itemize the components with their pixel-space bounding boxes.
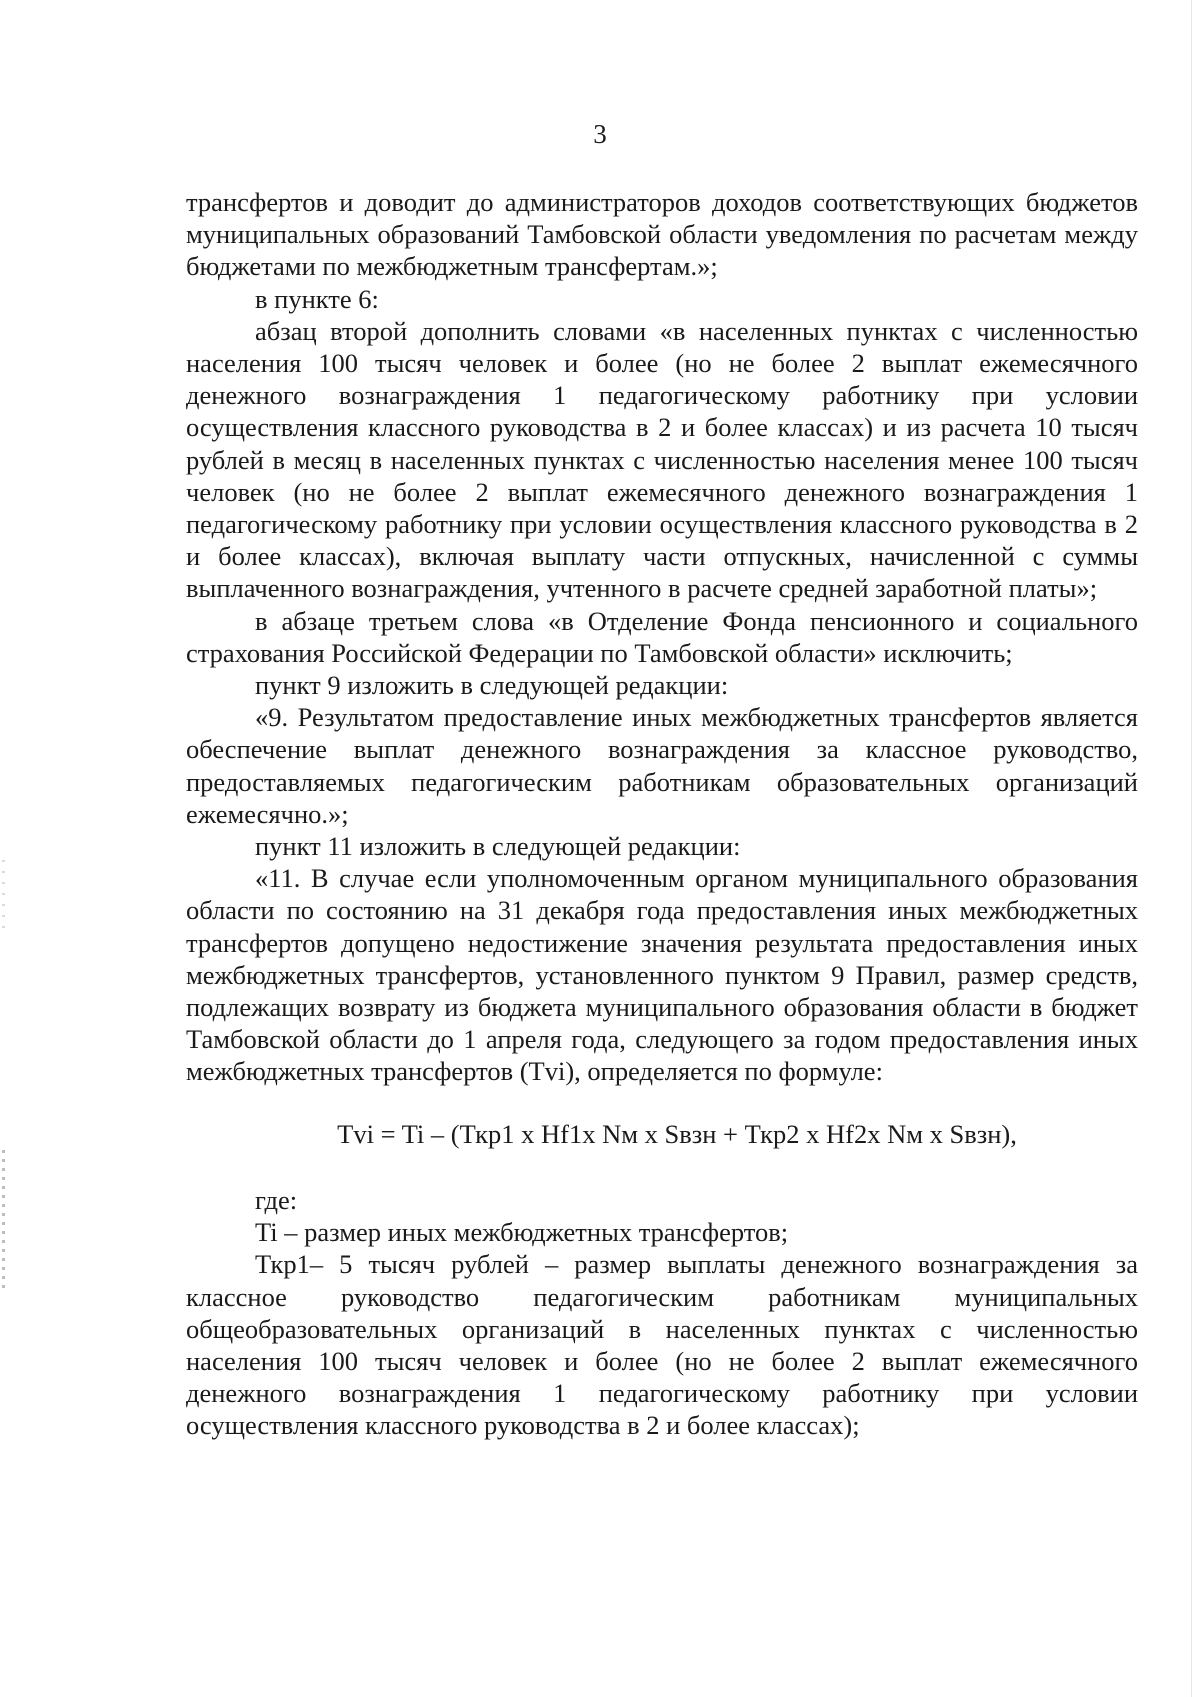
- definitions-intro: где:: [255, 1184, 298, 1215]
- scan-artifact-marks: [2, 1150, 5, 1290]
- refund-formula: Tvi = Ti – (Ткр1 х Hf1х Nм х Sвзн + Ткр2 х Hf2х Nм х Sвзн),: [337, 1118, 1017, 1149]
- paragraph-point-9-intro: пункт 9 изложить в следующей редакции:: [255, 670, 729, 701]
- paragraph-second-abzac-amendment: абзац второй дополнить словами «в населенных пунктах с численностью населения 100 тысяч человек и более (но не более 2 выплат ежемесячного денежного вознаграждения 1 педагогическому работнику при условии осуществления классного руководства в 2 и более классах) и из расчета 10 тысяч рублей в месяц в населенных пунктах с численностью населения менее 100 тысяч человек (но не более 2 выплат ежемесячного денежного вознаграждения 1 педагогическому работнику при условии осуществления классного руководства в 2 и более классах), включая выплату части отпускных, начисленной с суммы выплаченного вознаграждения, учтенного в расчете средней заработной платы»;: [186, 315, 1138, 604]
- paragraph-point-11-text: «11. В случае если уполномоченным органом муниципального образования области по состоянию на 31 декабря года предоставления иных межбюджетных трансфертов допущено недостижение значения результата предоставления иных межбюджетных трансфертов, установленного пунктом 9 Правил, размер средств, подлежащих возврату из бюджета муниципального образования области в бюджет Тамбовской области до 1 апреля года, следующего за годом предоставления иных межбюджетных трансфертов (Tvi), определяется по формуле:: [186, 863, 1138, 1087]
- paragraph-third-abzac-amendment: в абзаце третьем слова «в Отделение Фонда пенсионного и социального страхования Российской Федерации по Тамбовской области» исключить;: [186, 605, 1138, 668]
- paragraph-point-9-text: «9. Результатом предоставление иных межбюджетных трансфертов является обеспечение выплат денежного вознаграждения за классное руководство, предоставляемых педагогическим работникам образовательных организаций ежемесячно.»;: [186, 702, 1138, 829]
- definition-ti: Ti – размер иных межбюджетных трансфертов;: [255, 1217, 789, 1248]
- paragraph-point-11-intro: пункт 11 изложить в следующей редакции:: [255, 831, 741, 862]
- scan-artifact-marks: [2, 860, 5, 930]
- scan-edge-line: [1191, 0, 1192, 1697]
- paragraph-point-6-intro: в пункте 6:: [255, 283, 379, 314]
- definition-tkr1: Ткр1– 5 тысяч рублей – размер выплаты денежного вознаграждения за классное руководство педагогическим работникам муниципальных общеобразовательных организаций в населенных пунктах с численностью населения 100 тысяч человек и более (но не более 2 выплат ежемесячного денежного вознаграждения 1 педагогическому работнику при условии осуществления классного руководства в 2 и более классах);: [186, 1249, 1138, 1441]
- paragraph-transfers-continuation: трансфертов и доводит до администраторов доходов соответствующих бюджетов муниципальных образований Тамбовской области уведомления по расчетам между бюджетами по межбюджетным трансфертам.»;: [186, 187, 1138, 282]
- page-number: 3: [593, 119, 607, 149]
- document-body: [186, 186, 1138, 1442]
